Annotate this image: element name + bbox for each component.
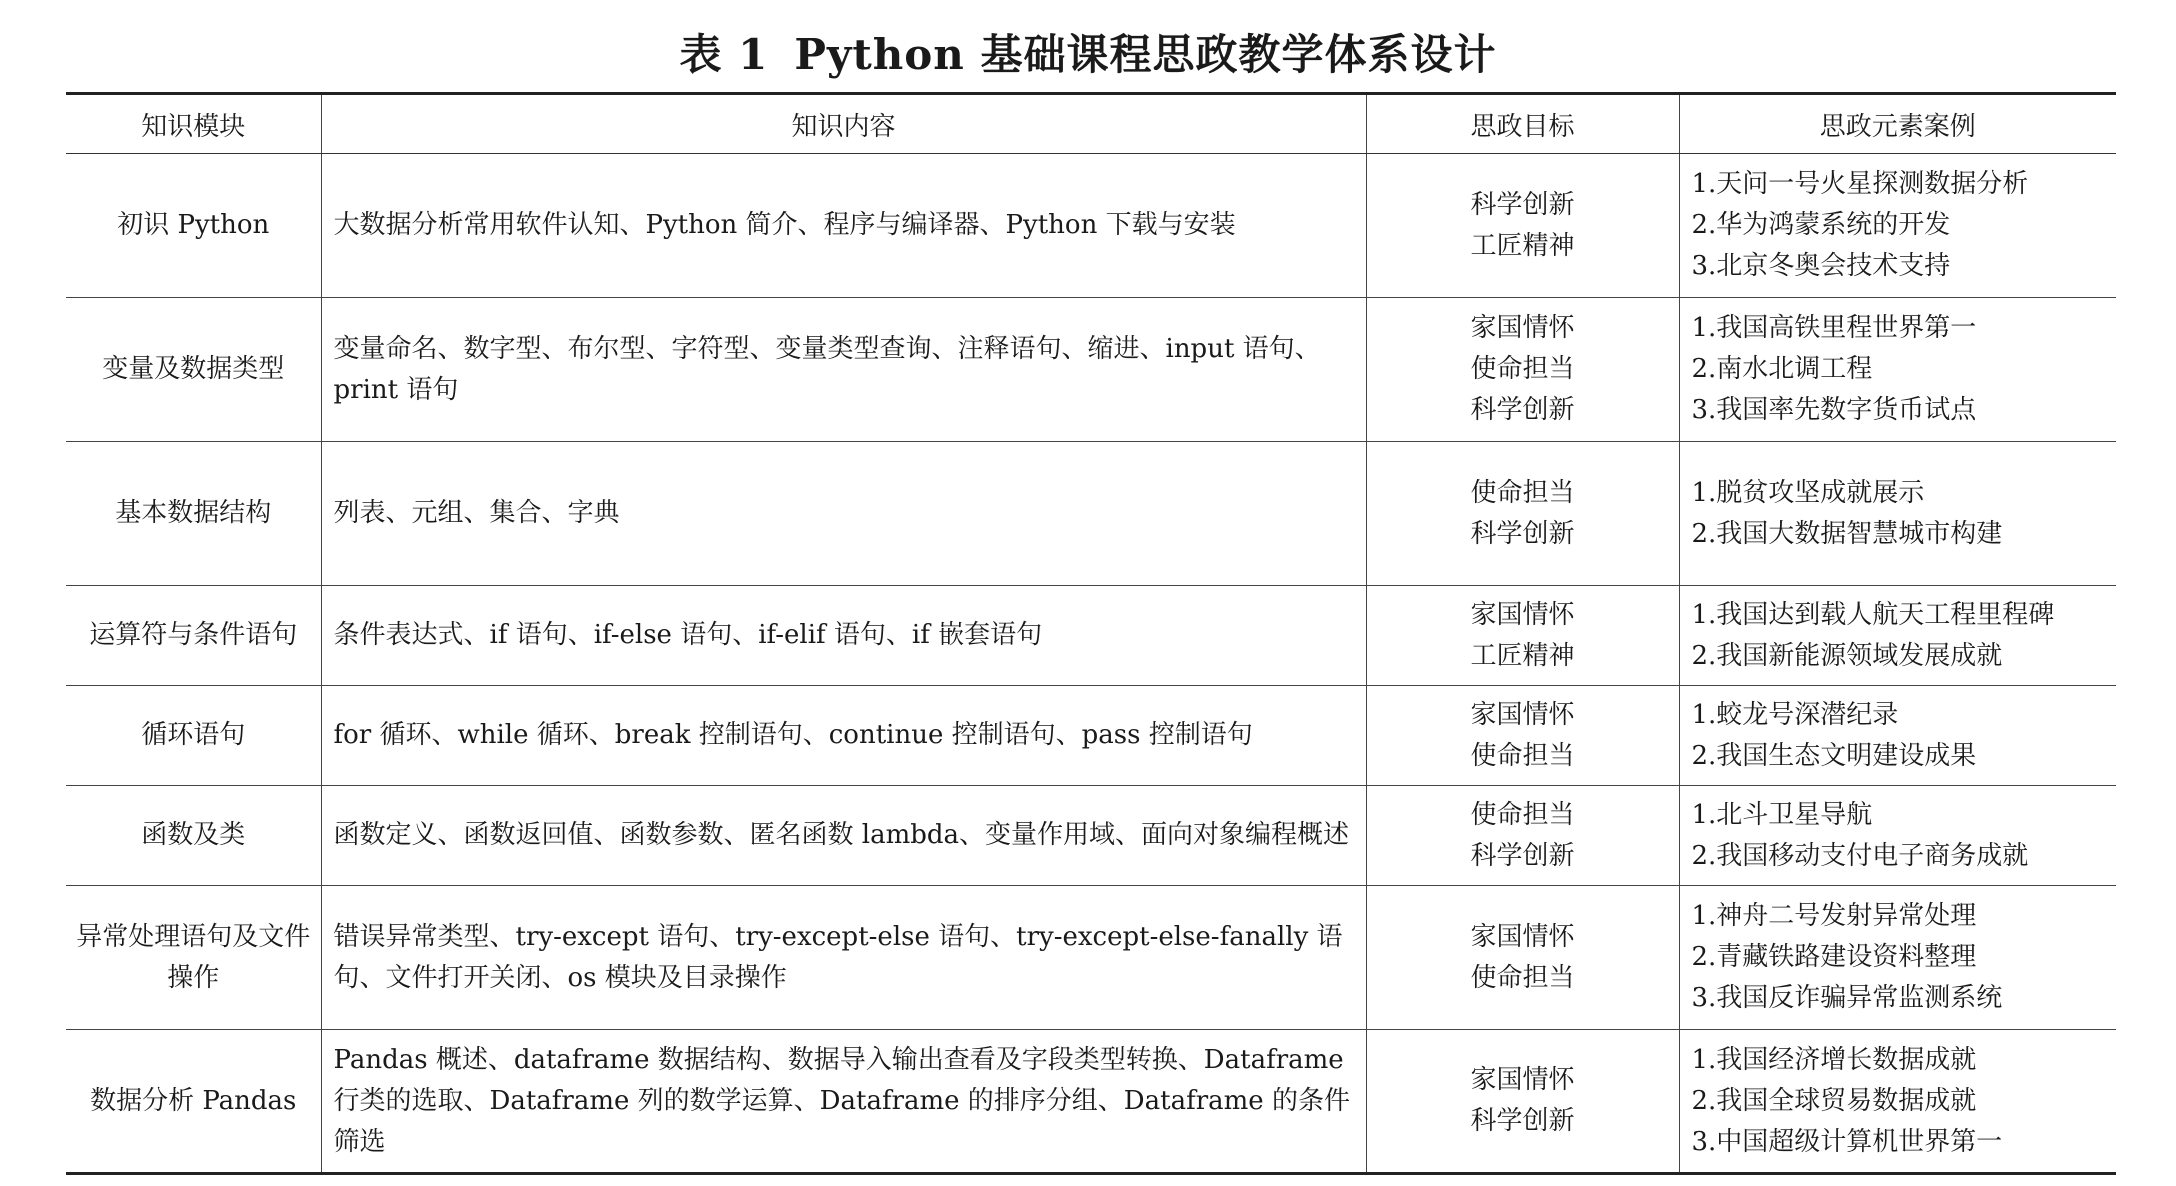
case-item: 1.蛟龙号深潜纪录 bbox=[1691, 699, 1899, 730]
goal-item: 使命担当 bbox=[1470, 799, 1575, 830]
table-row bbox=[66, 586, 2116, 686]
case-item: 1.脱贫攻坚成就展示 bbox=[1691, 477, 1925, 508]
table-row bbox=[66, 786, 2116, 886]
case-item: 3.我国反诈骗异常监测系统 bbox=[1691, 983, 2003, 1013]
content-cell: 列表、元组、集合、字典 bbox=[321, 442, 1366, 586]
goal-item: 使命担当 bbox=[1470, 477, 1575, 508]
table-row bbox=[66, 886, 2116, 1030]
cases-cell bbox=[1679, 786, 2116, 886]
header-module: 知识模块 bbox=[66, 94, 321, 154]
case-item: 1.我国高铁里程世界第一 bbox=[1691, 313, 1977, 343]
cases-cell bbox=[1679, 686, 2116, 786]
goals-cell bbox=[1366, 154, 1679, 298]
content-cell: 条件表达式、if 语句、if-else 语句、if-elif 语句、if 嵌套语句 bbox=[321, 586, 1366, 686]
module-cell: 基本数据结构 bbox=[66, 442, 321, 586]
module-cell: 变量及数据类型 bbox=[66, 298, 321, 442]
case-item: 2.我国大数据智慧城市构建 bbox=[1691, 518, 2003, 549]
case-item: 2.青藏铁路建设资料整理 bbox=[1691, 942, 1977, 972]
cases-cell bbox=[1679, 442, 2116, 586]
table-row bbox=[66, 686, 2116, 786]
header-content: 知识内容 bbox=[321, 94, 1366, 154]
module-cell: 异常处理语句及文件操作 bbox=[66, 886, 321, 1030]
case-item: 3.中国超级计算机世界第一 bbox=[1691, 1126, 2003, 1157]
cases-cell bbox=[1679, 154, 2116, 298]
goal-item: 科学创新 bbox=[1470, 840, 1575, 871]
goal-item: 家国情怀 bbox=[1470, 599, 1575, 630]
table-title: Python 基础课程思政教学体系设计 bbox=[794, 30, 1497, 79]
case-item: 2.我国新能源领域发展成就 bbox=[1691, 640, 2003, 671]
content-cell: for 循环、while 循环、break 控制语句、continue 控制语句、pass 控制语句 bbox=[321, 686, 1366, 786]
goal-item: 使命担当 bbox=[1470, 354, 1575, 384]
case-item: 1.神舟二号发射异常处理 bbox=[1691, 901, 1977, 931]
content-cell: 函数定义、函数返回值、函数参数、匿名函数 lambda、变量作用域、面向对象编程概述 bbox=[321, 786, 1366, 886]
goal-item: 使命担当 bbox=[1470, 740, 1575, 771]
table-row bbox=[66, 1030, 2116, 1174]
content-cell: 大数据分析常用软件认知、Python 简介、程序与编译器、Python 下载与安装 bbox=[321, 154, 1366, 298]
cases-cell bbox=[1679, 1030, 2116, 1174]
goal-item: 工匠精神 bbox=[1470, 640, 1575, 671]
header-goals: 思政目标 bbox=[1366, 94, 1679, 154]
header-cases: 思政元素案例 bbox=[1679, 94, 2116, 154]
goals-cell bbox=[1366, 586, 1679, 686]
goals-cell bbox=[1366, 686, 1679, 786]
case-item: 2.我国移动支付电子商务成就 bbox=[1691, 840, 2029, 871]
goal-item: 科学创新 bbox=[1470, 395, 1575, 425]
table-number: 表 1 bbox=[679, 30, 769, 79]
module-cell: 数据分析 Pandas bbox=[66, 1030, 321, 1174]
content-cell: 变量命名、数字型、布尔型、字符型、变量类型查询、注释语句、缩进、input 语句、print 语句 bbox=[321, 298, 1366, 442]
case-item: 2.我国全球贸易数据成就 bbox=[1691, 1085, 1977, 1116]
goals-cell bbox=[1366, 442, 1679, 586]
module-cell: 函数及类 bbox=[66, 786, 321, 886]
cases-cell bbox=[1679, 586, 2116, 686]
goal-item: 科学创新 bbox=[1470, 1106, 1575, 1136]
cases-cell bbox=[1679, 298, 2116, 442]
goal-item: 家国情怀 bbox=[1470, 1065, 1575, 1095]
goal-item: 科学创新 bbox=[1470, 518, 1575, 549]
content-cell: Pandas 概述、dataframe 数据结构、数据导入输出查看及字段类型转换、Dataframe 行类的选取、Dataframe 列的数学运算、Dataframe 的排序分组、Dataframe 的条件筛选 bbox=[321, 1030, 1366, 1174]
module-cell: 循环语句 bbox=[66, 686, 321, 786]
table-row bbox=[66, 442, 2116, 586]
table-row bbox=[66, 154, 2116, 298]
case-item: 1.我国经济增长数据成就 bbox=[1691, 1044, 1977, 1075]
table-row bbox=[66, 298, 2116, 442]
case-item: 1.天问一号火星探测数据分析 bbox=[1691, 169, 2029, 199]
case-item: 2.南水北调工程 bbox=[1691, 354, 1873, 384]
case-item: 1.北斗卫星导航 bbox=[1691, 799, 1873, 830]
goal-item: 使命担当 bbox=[1470, 962, 1575, 993]
goals-cell bbox=[1366, 1030, 1679, 1174]
case-item: 2.我国生态文明建设成果 bbox=[1691, 740, 1977, 771]
goal-item: 科学创新 bbox=[1470, 189, 1575, 220]
case-item: 3.我国率先数字货币试点 bbox=[1691, 395, 1977, 425]
table-caption bbox=[0, 22, 2176, 82]
cases-cell bbox=[1679, 886, 2116, 1030]
case-item: 3.北京冬奥会技术支持 bbox=[1691, 251, 1951, 281]
case-item: 2.华为鸿蒙系统的开发 bbox=[1691, 210, 1951, 240]
goal-item: 家国情怀 bbox=[1470, 699, 1575, 730]
module-cell: 初识 Python bbox=[66, 154, 321, 298]
case-item: 1.我国达到载人航天工程里程碑 bbox=[1691, 599, 2055, 630]
goals-cell bbox=[1366, 298, 1679, 442]
content-cell: 错误异常类型、try-except 语句、try-except-else 语句、try-except-else-fanally 语句、文件打开关闭、os 模块及目录操作 bbox=[321, 886, 1366, 1030]
goals-cell bbox=[1366, 786, 1679, 886]
goals-cell bbox=[1366, 886, 1679, 1030]
curriculum-table bbox=[66, 92, 2116, 1175]
module-cell: 运算符与条件语句 bbox=[66, 586, 321, 686]
goal-item: 家国情怀 bbox=[1470, 921, 1575, 952]
goal-item: 工匠精神 bbox=[1470, 230, 1575, 261]
goal-item: 家国情怀 bbox=[1470, 313, 1575, 343]
header-row bbox=[66, 94, 2116, 154]
